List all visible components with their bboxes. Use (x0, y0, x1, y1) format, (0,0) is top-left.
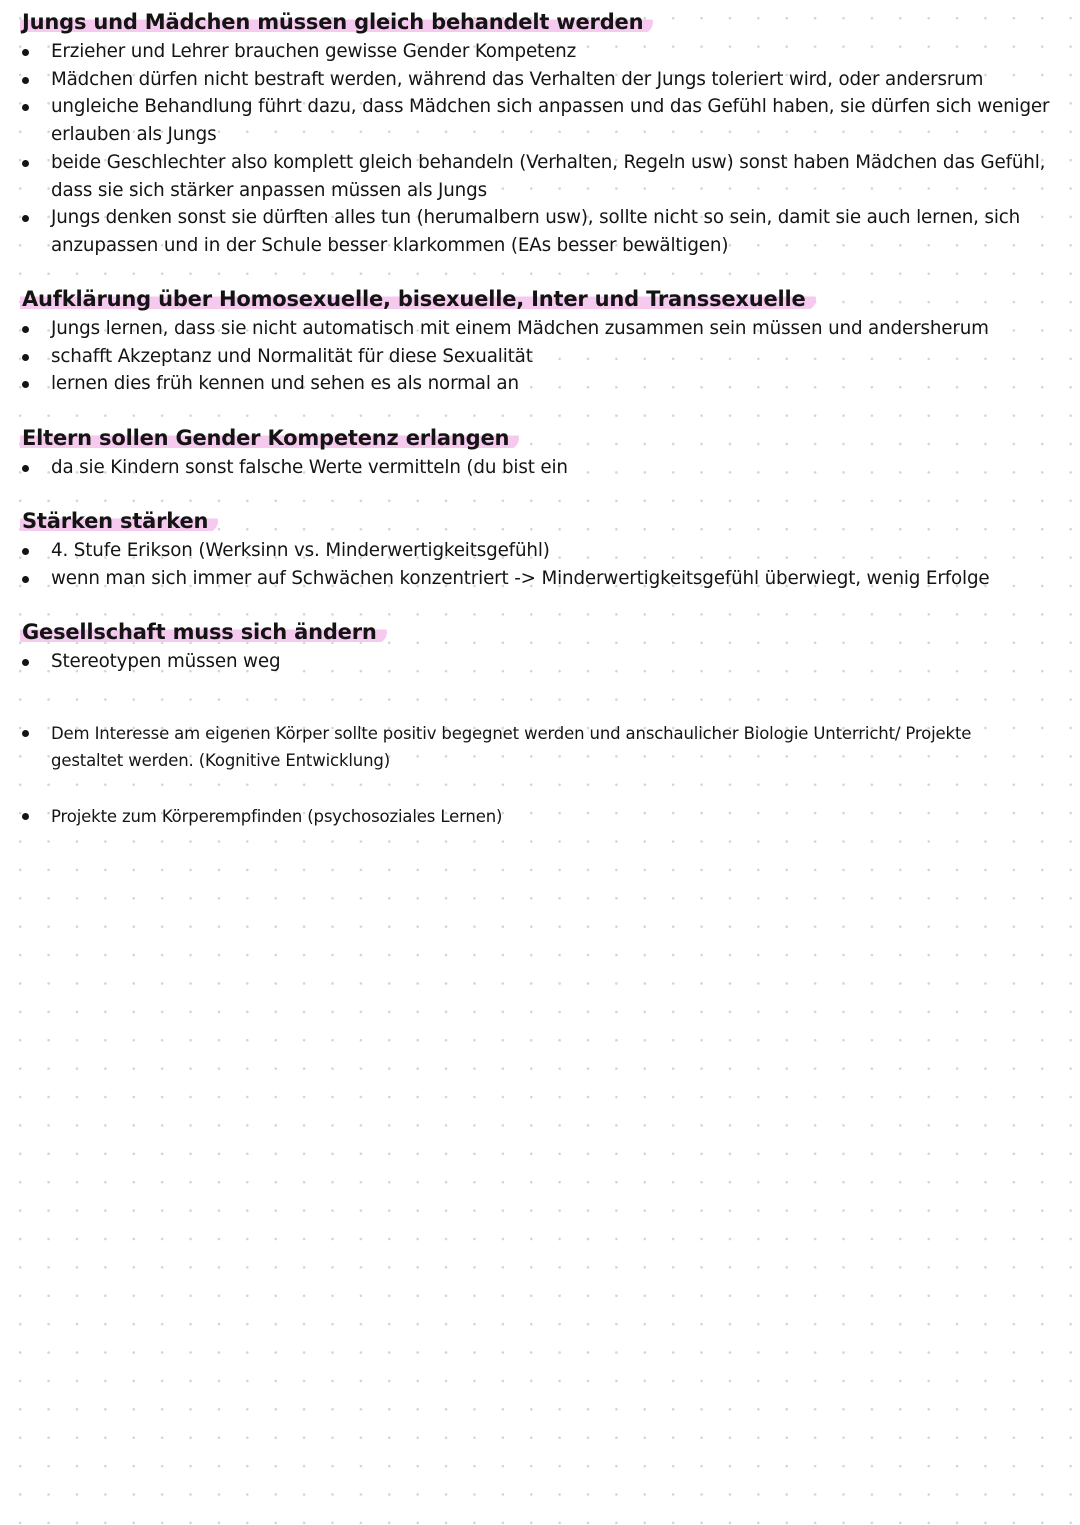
list-item: 4. Stufe Erikson (Werksinn vs. Minderwertigkeitsgefühl) (20, 537, 1070, 565)
bullet-dot-icon (22, 659, 29, 666)
section-list-education (20, 315, 1070, 398)
list-item: schafft Akzeptanz und Normalität für diese Sexualität (20, 343, 1070, 371)
bullet-dot-icon (22, 576, 29, 583)
bullet-dot-icon (22, 381, 29, 388)
section-heading-society: Gesellschaft muss sich ändern (20, 619, 387, 645)
list-item: Jungs lernen, dass sie nicht automatisch mit einem Mädchen zusammen sein müssen und andersherum (20, 315, 1070, 343)
bullet-dot-icon (22, 104, 29, 111)
section-list-equal-treatment (20, 38, 1070, 260)
list-item: beide Geschlechter also komplett gleich behandeln (Verhalten, Regeln usw) sonst haben Mädchen das Gefühl, dass sie sich stärker anpassen müssen als Jungs (20, 149, 1070, 204)
list-item: Jungs denken sonst sie dürften alles tun (herumalbern usw), sollte nicht so sein, damit sie auch lernen, sich anzupassen und in der Schule besser klarkommen (EAs besser bewältigen) (20, 204, 1070, 259)
bullet-dot-icon (22, 326, 29, 333)
section-heading-education: Aufklärung über Homosexuelle, bisexuelle, Inter und Transsexuelle (20, 286, 816, 312)
list-item: Stereotypen müssen weg (20, 648, 1070, 676)
bullet-dot-icon (22, 813, 29, 820)
section-heading-parents: Eltern sollen Gender Kompetenz erlangen (20, 425, 519, 451)
bullet-dot-icon (22, 77, 29, 84)
list-item: ungleiche Behandlung führt dazu, dass Mädchen sich anpassen und das Gefühl haben, sie dürfen sich weniger erlauben als Jungs (20, 93, 1070, 148)
bullet-dot-icon (22, 354, 29, 361)
bullet-dot-icon (22, 160, 29, 167)
extra-list-body (20, 803, 1070, 830)
list-item: Projekte zum Körperempfinden (psychosoziales Lernen) (20, 803, 1070, 830)
list-item: da sie Kindern sonst falsche Werte vermitteln (du bist ein (20, 454, 1070, 482)
bullet-dot-icon (22, 215, 29, 222)
bullet-dot-icon (22, 49, 29, 56)
section-heading-strengths: Stärken stärken (20, 508, 218, 534)
extra-list-cognitive (20, 720, 980, 774)
list-item: wenn man sich immer auf Schwächen konzentriert -> Minderwertigkeitsgefühl überwiegt, wenig Erfolge (20, 565, 1070, 593)
section-list-society (20, 648, 1070, 676)
section-heading-equal-treatment: Jungs und Mädchen müssen gleich behandelt werden (20, 9, 653, 35)
section-list-strengths (20, 537, 1070, 592)
section-list-parents (20, 454, 1070, 482)
list-item: lernen dies früh kennen und sehen es als normal an (20, 370, 1070, 398)
bullet-dot-icon (22, 730, 29, 737)
list-item: Erzieher und Lehrer brauchen gewisse Gender Kompetenz (20, 38, 1070, 66)
bullet-dot-icon (22, 548, 29, 555)
list-item: Dem Interesse am eigenen Körper sollte positiv begegnet werden und anschaulicher Biologie Unterricht/ Projekte gestaltet werden. (Kognitive Entwicklung) (20, 720, 980, 774)
list-item: Mädchen dürfen nicht bestraft werden, während das Verhalten der Jungs toleriert wird, oder andersrum (20, 66, 1070, 94)
bullet-dot-icon (22, 465, 29, 472)
